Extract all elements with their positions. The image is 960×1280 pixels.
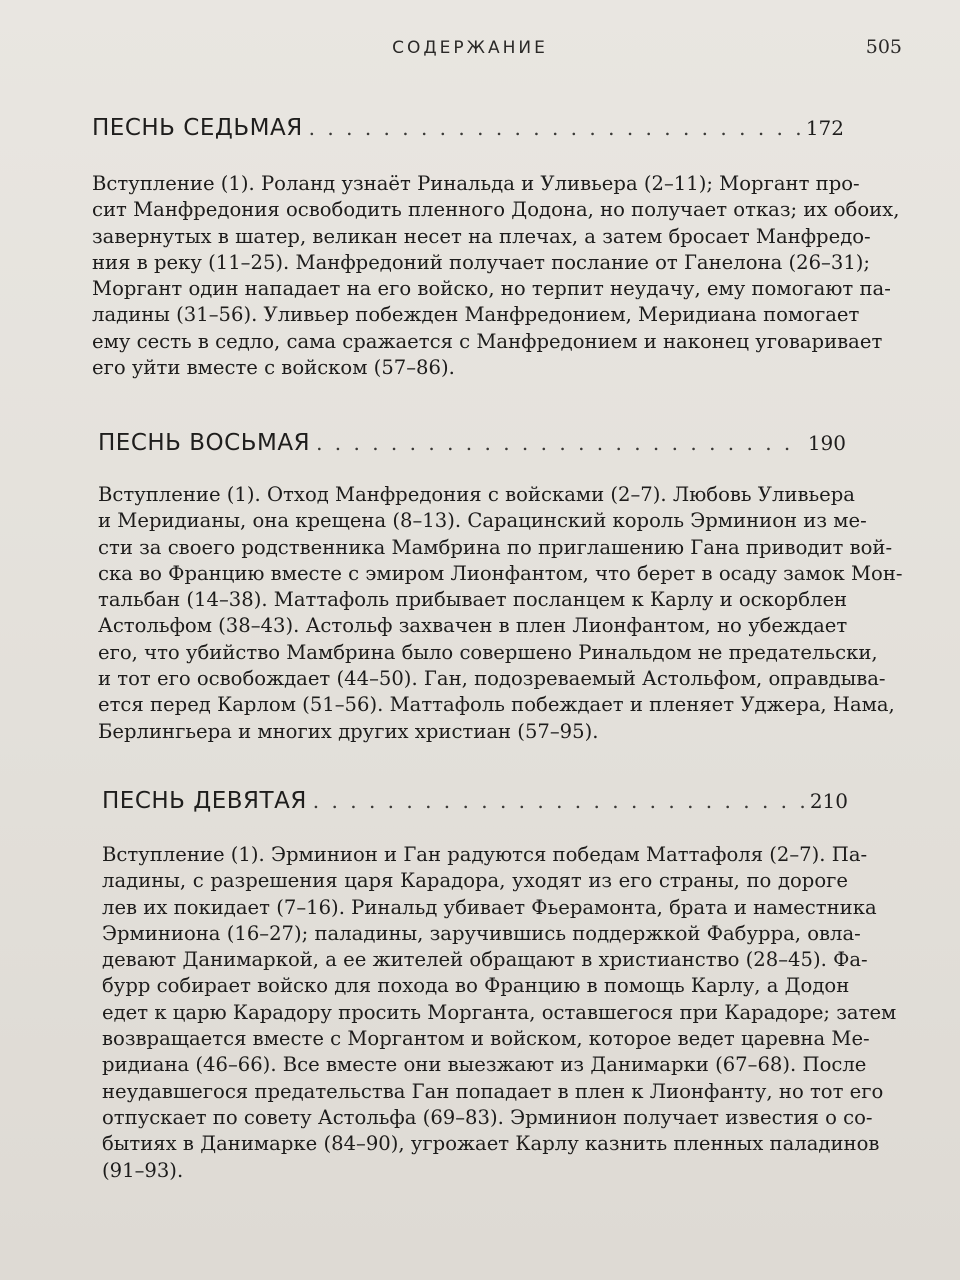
canto-summary	[102, 842, 897, 1184]
summary-line: ния в реку (11–25). Манфредоний получает послание от Ганелона (26–31);	[92, 250, 871, 274]
summary-line: и Меридианы, она крещена (8–13). Сарацинский король Эрминион из ме-	[98, 509, 867, 533]
toc-entry-canto-8	[98, 430, 903, 745]
toc-entry-canto-9	[102, 788, 897, 1184]
dot-leader	[316, 431, 802, 455]
toc-heading	[102, 788, 848, 814]
summary-line: его уйти вместе с войском (57–86).	[92, 356, 455, 380]
summary-line: ется перед Карлом (51–56). Маттафоль побеждает и пленяет Уджера, Нама,	[98, 693, 895, 717]
summary-line: возвращается вместе с Моргантом и войском, которое ведет царевна Ме-	[102, 1027, 870, 1051]
summary-line: ему сесть в седло, сама сражается с Манфредонием и наконец уговаривает	[92, 329, 883, 353]
summary-line: ладины, с разрешения царя Карадора, уходят из его страны, по дороге	[102, 869, 848, 893]
dot-leader	[313, 789, 804, 813]
summary-line: Берлингьера и многих других христиан (57–95).	[98, 719, 599, 743]
running-head-title: СОДЕРЖАНИЕ	[392, 38, 548, 58]
page-number: 505	[865, 36, 902, 58]
summary-line: бурр собирает войско для похода во Францию в помощь Карлу, а Додон	[102, 974, 850, 998]
canto-title: ПЕСНЬ СЕДЬМАЯ	[92, 115, 303, 141]
toc-heading	[98, 430, 846, 456]
summary-line: Астольфом (38–43). Астольф захвачен в плен Лионфантом, но убеждает	[98, 614, 848, 638]
summary-line: завернутых в шатер, великан несет на плечах, а затем бросает Манфредо-	[92, 224, 871, 248]
toc-entry-canto-7	[92, 115, 900, 381]
summary-line: тальбан (14–38). Маттафоль прибывает посланцем к Карлу и оскорблен	[98, 588, 848, 612]
canto-page-number: 172	[805, 116, 844, 140]
summary-line: ладины (31–56). Уливьер побежден Манфредонием, Меридиана помогает	[92, 303, 860, 327]
toc-heading	[92, 115, 844, 141]
summary-line: Моргант один нападает на его войско, но терпит неудачу, ему помогают па-	[92, 277, 891, 301]
summary-line: девают Данимаркой, а ее жителей обращают в христианство (28–45). Фа-	[102, 948, 868, 972]
summary-line: сит Манфредония освободить пленного Додона, но получает отказ; их обоих,	[92, 198, 900, 222]
summary-line: (91–93).	[102, 1158, 184, 1182]
summary-line: Вступление (1). Эрминион и Ган радуются победам Маттафоля (2–7). Па-	[102, 843, 868, 866]
summary-line: бытиях в Данимарке (84–90), угрожает Карлу казнить пленных паладинов	[102, 1132, 880, 1156]
canto-page-number: 210	[809, 789, 848, 813]
summary-line: его, что убийство Мамбрина было совершено Ринальдом не предательски,	[98, 640, 878, 664]
summary-line: едет к царю Карадору просить Морганта, оставшегося при Карадоре; затем	[102, 1000, 897, 1024]
summary-line: ска во Францию вместе с эмиром Лионфантом, что берет в осаду замок Мон-	[98, 561, 903, 585]
summary-line: ридиана (46–66). Все вместе они выезжают из Данимарки (67–68). После	[102, 1053, 867, 1077]
summary-line: сти за своего родственника Мамбрина по приглашению Гана приводит вой-	[98, 535, 893, 559]
summary-line: и тот его освобождает (44–50). Ган, подозреваемый Астольфом, оправдыва-	[98, 667, 886, 691]
canto-page-number: 190	[807, 431, 846, 455]
running-head	[0, 36, 960, 66]
dot-leader	[309, 116, 800, 140]
canto-title: ПЕСНЬ ДЕВЯТАЯ	[102, 788, 307, 814]
summary-line: отпускает по совету Астольфа (69–83). Эрминион получает известия о со-	[102, 1105, 873, 1129]
summary-line: лев их покидает (7–16). Ринальд убивает Фьерамонта, брата и наместника	[102, 895, 877, 919]
canto-title: ПЕСНЬ ВОСЬМАЯ	[98, 430, 311, 456]
canto-summary	[98, 482, 903, 745]
summary-line: неудавшегося предательства Ган попадает в плен к Лионфанту, но тот его	[102, 1079, 884, 1103]
summary-line: Эрминиона (16–27); паладины, заручившись поддержкой Фабурра, овла-	[102, 921, 861, 945]
canto-summary	[92, 171, 900, 381]
summary-line: Вступление (1). Отход Манфредония с войсками (2–7). Любовь Уливьера	[98, 483, 855, 506]
summary-line: Вступление (1). Роланд узнаёт Ринальда и Уливьера (2–11); Моргант про-	[92, 172, 860, 195]
